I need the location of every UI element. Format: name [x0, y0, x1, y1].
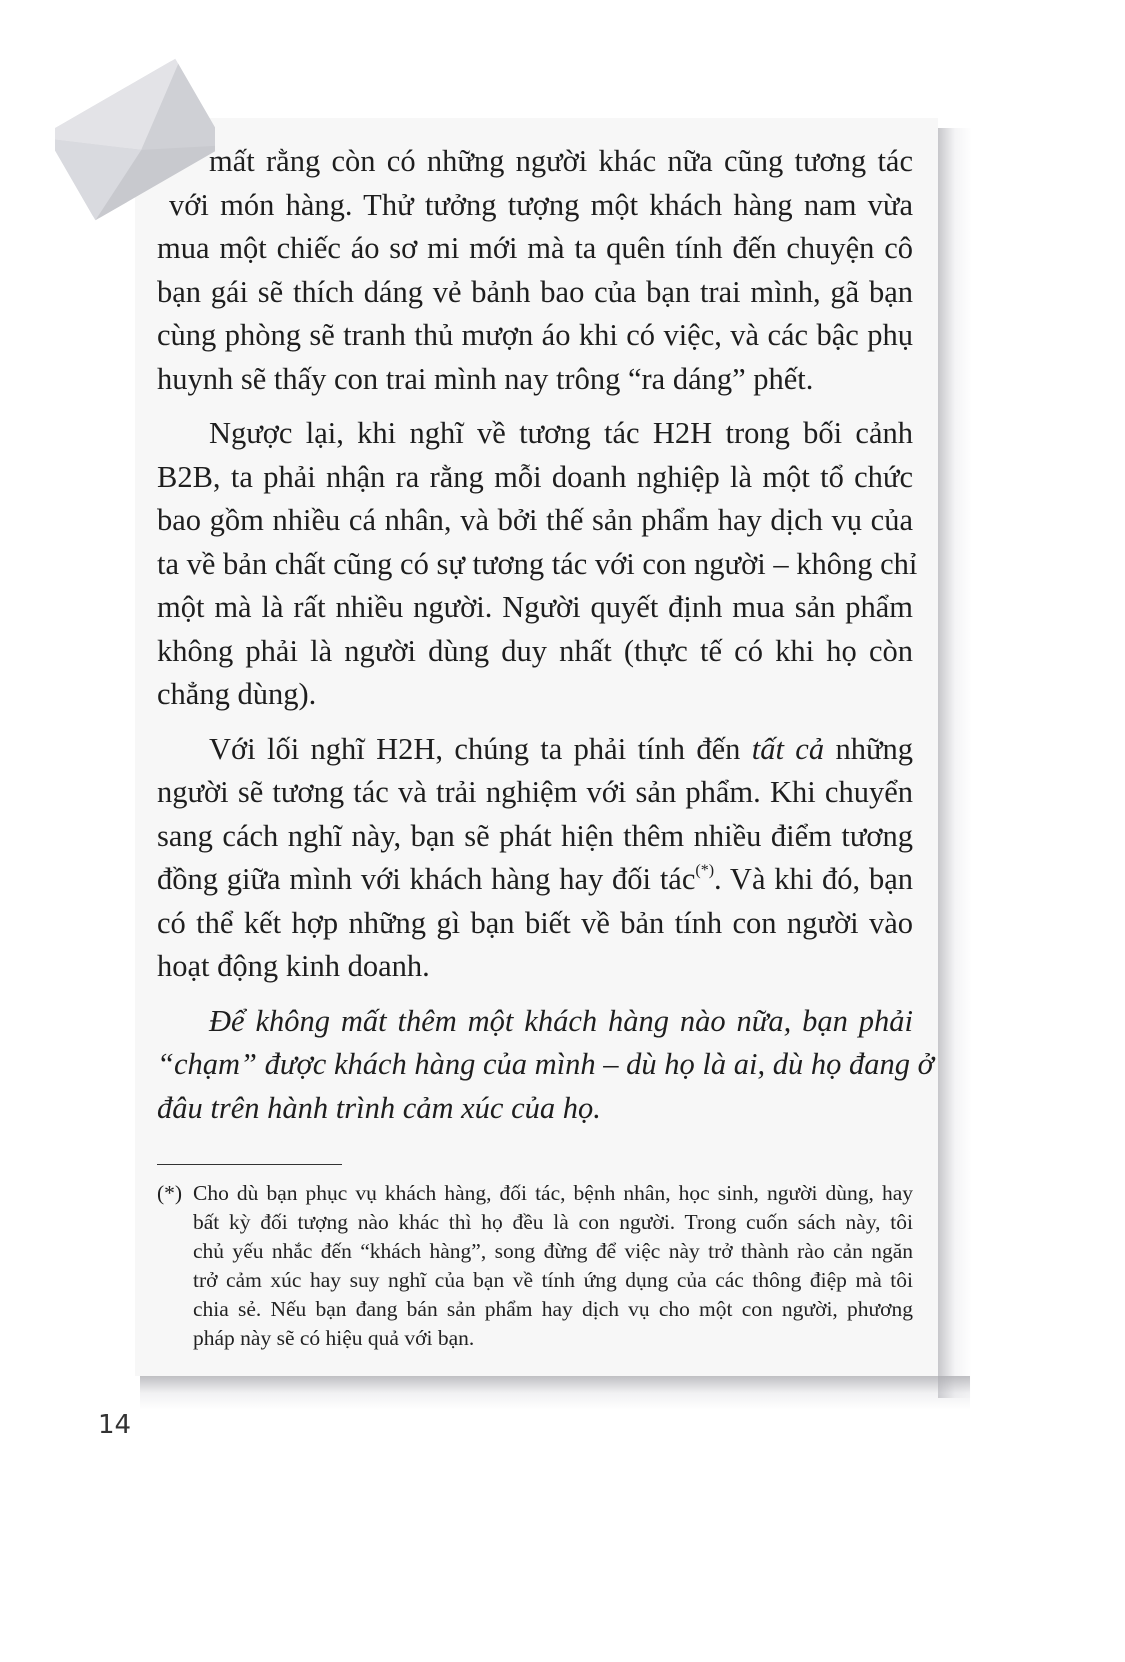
paragraph-3	[157, 728, 913, 989]
text-line: bao gồm nhiều cá nhân, và bởi thế sản phẩm hay dịch vụ của	[157, 503, 913, 537]
page-shadow-right	[938, 128, 972, 1398]
text-line: mất rằng còn có những người khác nữa cũng tương tác	[209, 144, 913, 178]
text-line: huynh sẽ thấy con trai mình nay trông “ra dáng” phết.	[157, 361, 814, 396]
body-text	[157, 140, 934, 1130]
page-shadow-bottom	[140, 1376, 970, 1410]
footnote	[157, 1179, 913, 1353]
footnote-line: chủ yếu nhắc đến “khách hàng”, song đừng để việc này trở thành rào cản ngăn	[193, 1239, 913, 1263]
text-line: sang cách nghĩ này, bạn sẽ phát hiện thêm nhiều điểm tương	[157, 818, 913, 853]
footnote-divider	[157, 1164, 342, 1165]
page-content	[157, 140, 934, 1353]
text-line	[157, 858, 913, 902]
text-line: cùng phòng sẽ tranh thủ mượn áo khi có việc, và các bậc phụ	[157, 318, 913, 352]
text-line: chẳng dùng).	[157, 677, 317, 711]
footnote-marker: (*)	[157, 1181, 183, 1205]
text-line: bạn gái sẽ thích dáng vẻ bảnh bao của bạn trai mình, gã bạn	[157, 274, 913, 309]
text-line: Để không mất thêm một khách hàng nào nữa, bạn phải	[209, 1003, 913, 1038]
text-line: Ngược lại, khi nghĩ về tương tác H2H trong bối cảnh	[209, 416, 913, 450]
text-line: mua một chiếc áo sơ mi mới mà ta quên tính đến chuyện cô	[157, 231, 913, 265]
footnote-reference[interactable]: (*)	[695, 862, 715, 879]
paragraph-2	[157, 412, 918, 717]
text-line: hoạt động kinh doanh.	[157, 949, 430, 983]
footnote-line: bất kỳ đối tượng nào khác thì họ đều là con người. Trong cuốn sách này, tôi	[193, 1210, 913, 1234]
emphasis: tất cả	[751, 731, 825, 766]
text-run: Với lối nghĩ H2H, chúng ta phải tính đến	[209, 731, 752, 766]
footnote-body	[193, 1179, 913, 1353]
text-line: với món hàng. Thử tưởng tượng một khách hàng nam vừa	[169, 187, 913, 222]
footnote-line: chia sẻ. Nếu bạn đang bán sản phẩm hay dịch vụ cho một con người, phương	[193, 1297, 913, 1321]
paragraph-1	[157, 140, 913, 401]
text-line: không phải là người dùng duy nhất (thực tế có khi họ còn	[157, 633, 913, 668]
text-line: một mà là rất nhiều người. Người quyết định mua sản phẩm	[157, 590, 913, 624]
text-run: những	[824, 731, 913, 766]
text-line: đâu trên hành trình cảm xúc của họ.	[157, 1090, 601, 1125]
footnote-line: pháp này sẽ có hiệu quả với bạn.	[193, 1326, 475, 1350]
text-line: có thể kết hợp những gì bạn biết về bản tính con người vào	[157, 905, 913, 940]
page-number: 14	[98, 1410, 132, 1440]
text-run: . Và khi đó, bạn	[714, 862, 914, 896]
paragraph-4-italic	[157, 1000, 934, 1131]
text-line: người sẽ tương tác và trải nghiệm với sản phẩm. Khi chuyển	[157, 775, 913, 809]
text-line: “chạm” được khách hàng của mình – dù họ là ai, dù họ đang ở	[157, 1047, 934, 1081]
footnote-line: Cho dù bạn phục vụ khách hàng, đối tác, bệnh nhân, học sinh, người dùng, hay	[193, 1181, 913, 1205]
text-run: đồng giữa mình với khách hàng hay đối tác	[157, 862, 696, 896]
text-line: ta về bản chất cũng có sự tương tác với con người – không chỉ	[157, 546, 918, 581]
text-line	[157, 728, 913, 772]
text-line: B2B, ta phải nhận ra rằng mỗi doanh nghiệp là một tổ chức	[157, 459, 913, 494]
footnote-line: trở cảm xúc hay suy nghĩ của bạn về tính ứng dụng của các thông điệp mà tôi	[193, 1268, 913, 1292]
